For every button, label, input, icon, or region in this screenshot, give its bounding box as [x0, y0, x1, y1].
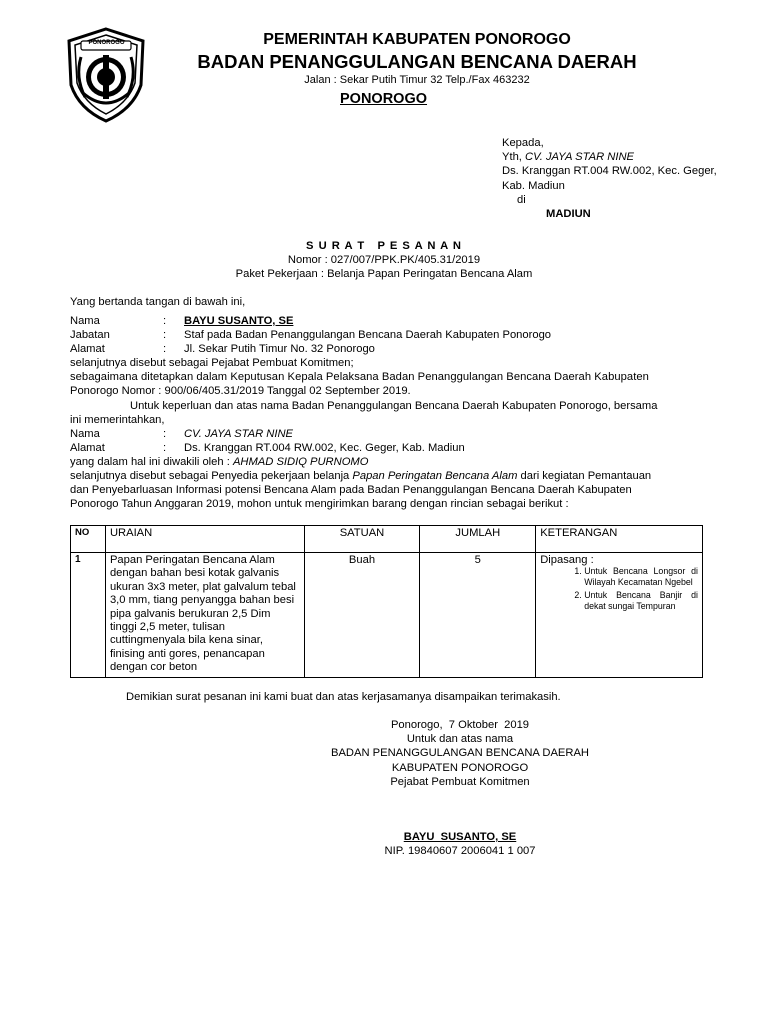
cell-keterangan	[536, 553, 703, 678]
representative-line	[70, 456, 368, 468]
field-sep: :	[163, 343, 167, 355]
header-agency: BADAN PENANGGULANGAN BENCANA DAERAH	[197, 51, 637, 72]
keterangan-list	[540, 566, 698, 612]
order-table	[70, 525, 703, 678]
table-header-row	[71, 526, 703, 553]
paragraph-line: Ponorogo Tahun Anggaran 2019, mohon untuk mengirimkan barang dengan rincian sebagai berikut :	[70, 498, 569, 510]
field-label: Nama	[70, 428, 100, 440]
signature-nip: NIP. 19840607 2006041 1 007	[384, 845, 536, 857]
signer-address: Jl. Sekar Putih Timur No. 32 Ponorogo	[184, 343, 375, 355]
field-sep: :	[163, 315, 167, 327]
signature-name	[280, 831, 640, 843]
list-item: 1. Untuk Bencana Longsor di Wilayah Kecamatan Ngebel	[584, 566, 698, 588]
recipient-yth: Yth,	[502, 151, 526, 163]
recipient-name: CV. JAYA STAR NINE	[525, 151, 635, 163]
signature-line2: BADAN PENANGGULANGAN BENCANA DAERAH	[331, 747, 589, 759]
paragraph-line: selanjutnya disebut sebagai Pejabat Pembuat Komitmen;	[70, 357, 354, 369]
paragraph-italic: Papan Peringatan Bencana Alam	[352, 470, 518, 482]
recipient-address2: Kab. Madiun	[502, 180, 565, 192]
paragraph-line: Ponorogo Nomor : 900/06/405.31/2019 Tanggal 02 September 2019.	[70, 385, 411, 397]
field-sep: :	[163, 442, 167, 454]
paragraph-line	[70, 470, 651, 482]
signature-line1: Untuk dan atas nama	[406, 733, 514, 745]
field-label: Alamat	[70, 442, 105, 454]
field-sep: :	[163, 428, 167, 440]
col-header-satuan: SATUAN	[304, 526, 420, 553]
paragraph-text: dari kegiatan Pemantauan	[517, 470, 652, 482]
cell-uraian: Papan Peringatan Bencana Alam dengan bahan besi kotak galvanis ukuran 3x3 meter, plat galvalum tebal 3,0 mm, tiang penyangga bahan besi pipa galvanis berukuran 2,5 Dim tinggi 2,5 meter, tulisan cuttingmenyala bila kena sinar, finising anti gores, penancapan dengan cor beton	[105, 553, 304, 678]
header-city: PONOROGO	[340, 91, 428, 107]
recipient-city: MADIUN	[546, 208, 591, 220]
provider-name: CV. JAYA STAR NINE	[184, 428, 293, 440]
col-header-keterangan: KETERANGAN	[536, 526, 703, 553]
paragraph-text: selanjutnya disebut sebagai Penyedia pekerjaan belanja	[70, 470, 353, 482]
field-sep: :	[163, 329, 167, 341]
document-number: Nomor : 027/007/PPK.PK/405.31/2019	[287, 254, 481, 266]
logo-ribbon-text: PONOROGO	[88, 40, 125, 46]
field-label: Nama	[70, 315, 100, 327]
recipient-name-line	[502, 151, 634, 163]
keterangan-title: Dipasang :	[540, 554, 594, 566]
col-header-no: NO	[71, 526, 106, 553]
header-government: PEMERINTAH KABUPATEN PONOROGO	[263, 31, 571, 48]
recipient-address1: Ds. Kranggan RT.004 RW.002, Kec. Geger,	[502, 165, 717, 177]
closing-text: Demikian surat pesanan ini kami buat dan atas kerjasamanya disampaikan terimakasih.	[126, 691, 561, 703]
col-header-jumlah: JUMLAH	[420, 526, 536, 553]
field-label: Jabatan	[70, 329, 110, 341]
paragraph-line: sebagaimana ditetapkan dalam Keputusan Kepala Pelaksana Badan Penanggulangan Bencana Daerah Kabupaten	[70, 371, 649, 383]
representative-name: AHMAD SIDIQ PURNOMO	[232, 456, 369, 468]
signer-name: BAYU SUSANTO, SE	[184, 315, 294, 327]
field-label: Alamat	[70, 343, 105, 355]
document-title: S U R A T P E S A N A N	[306, 240, 462, 252]
signature-place-date: Ponorogo, 7 Oktober 2019	[390, 719, 530, 731]
recipient-di: di	[517, 194, 526, 206]
signature-line3: KABUPATEN PONOROGO	[391, 762, 529, 774]
signer-position: Staf pada Badan Penanggulangan Bencana Daerah Kabupaten Ponorogo	[184, 329, 552, 341]
provider-address: Ds. Kranggan RT.004 RW.002, Kec. Geger, Kab. Madiun	[184, 442, 465, 454]
cell-satuan: Buah	[304, 553, 420, 678]
paragraph-line: Untuk keperluan dan atas nama Badan Penanggulangan Bencana Daerah Kabupaten Ponorogo, bersama	[130, 400, 658, 412]
table-row	[71, 553, 703, 678]
recipient-to: Kepada,	[502, 137, 544, 149]
paragraph-line: ini memerintahkan,	[70, 414, 165, 426]
header-address: Jalan : Sekar Putih Timur 32 Telp./Fax 463232	[304, 74, 530, 86]
cell-jumlah: 5	[420, 553, 536, 678]
cell-no: 1	[71, 553, 106, 678]
signature-name-text: BAYU SUSANTO, SE	[403, 831, 517, 843]
intro-text: Yang bertanda tangan di bawah ini,	[70, 296, 246, 308]
list-item: 2. Untuk Bencana Banjir di dekat sungai Tempuran	[584, 590, 698, 612]
representative-prefix: yang dalam hal ini diwakili oleh :	[70, 456, 233, 468]
document-package: Paket Pekerjaan : Belanja Papan Peringatan Bencana Alam	[235, 268, 533, 280]
paragraph-line: dan Penyebarluasan Informasi potensi Bencana Alam pada Badan Penanggulangan Bencana Daerah Kabupaten	[70, 484, 632, 496]
col-header-uraian: URAIAN	[105, 526, 304, 553]
signature-line4: Pejabat Pembuat Komitmen	[390, 776, 530, 788]
